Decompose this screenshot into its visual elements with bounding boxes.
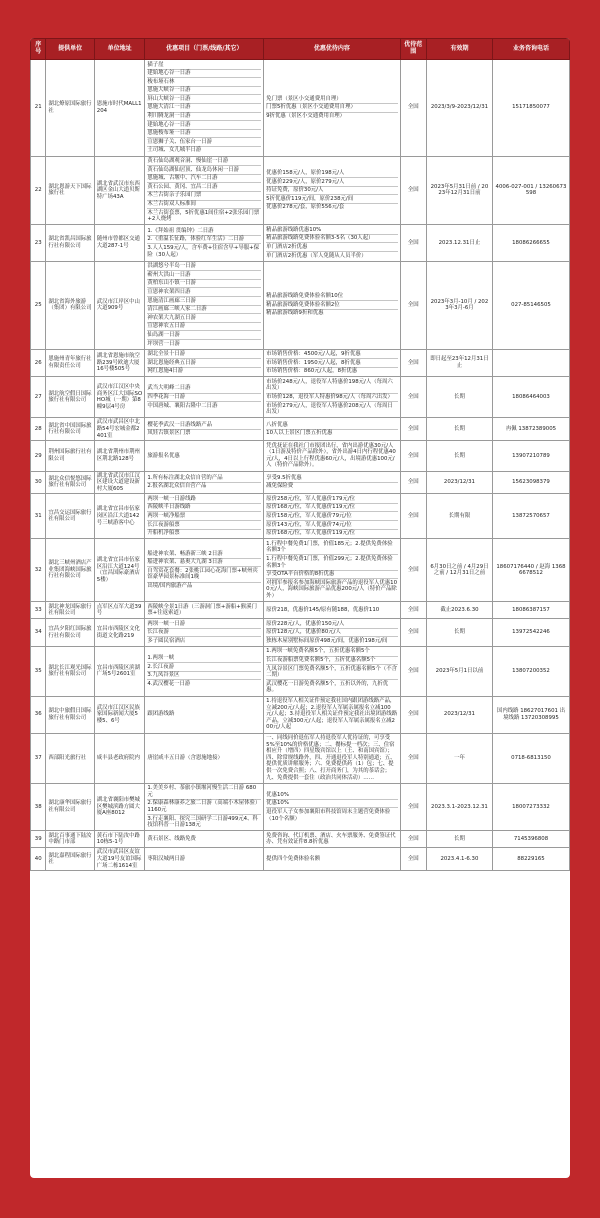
cell-no: 31 bbox=[31, 494, 46, 539]
cell-phone bbox=[492, 349, 569, 377]
item-line: 西陵峡全景1日游（三游洞门票+游船+猴溪门票+往返索道） bbox=[147, 603, 257, 617]
cell-validity: 长期 bbox=[426, 619, 492, 647]
cell-address: 湖北省武汉市江汉区建设大道建设新村大厦605 bbox=[94, 471, 145, 494]
cell-unit: 湖北长江观光国际旅行社有限公司 bbox=[46, 646, 94, 696]
cell-validity: 长期 bbox=[426, 418, 492, 441]
table-row bbox=[31, 783, 570, 831]
item-line: 升船机净船票 bbox=[147, 530, 180, 537]
offer-line: 精品旅游线路免费体验名额2位 bbox=[266, 301, 397, 310]
cell-scope: 全国 bbox=[400, 619, 426, 647]
item-line: 黄石公园、黄冈、宜昌二日游 bbox=[147, 183, 261, 192]
cell-scope: 全国 bbox=[400, 60, 426, 157]
header-unit: 提供单位 bbox=[46, 39, 94, 60]
item-line: 洪湖悠兮半岛一日游 bbox=[147, 263, 261, 272]
cell-offers bbox=[264, 349, 400, 377]
cell-scope: 全国 bbox=[400, 418, 426, 441]
offer-line: 持证免费，原价30元/人 bbox=[266, 187, 397, 196]
item-line: 船进神农架、畅游新三峡 2日游 bbox=[147, 550, 261, 559]
cell-no: 36 bbox=[31, 696, 46, 733]
cell-unit: 湖北燎原国际旅行社 bbox=[46, 60, 94, 157]
offer-line: 市场价279元/人，退役军人特惠价208元/人（每周日出发） bbox=[266, 402, 393, 416]
cell-scope: 全国 bbox=[400, 471, 426, 494]
item-line: 黄柏东山小镇一日游 bbox=[147, 280, 261, 289]
item-line: 黄石景区、线路免费 bbox=[147, 836, 196, 843]
cell-phone: 国内线路 18627017601 出境线路 13720308995 bbox=[492, 696, 569, 733]
item-line: 恩施梭布垭一日游 bbox=[147, 130, 261, 139]
cell-no: 22 bbox=[31, 156, 46, 225]
offer-line: 市场价128，退役军人特惠价98元/人（每周六出发） bbox=[266, 394, 397, 403]
item-line: 梭布垭石林 bbox=[147, 78, 261, 87]
cell-offers bbox=[264, 602, 400, 619]
cell-address: 武汉市江汉区民族家国际新闻大厦5楼5、6号 bbox=[94, 696, 145, 733]
cell-validity: 2023/12/31 bbox=[426, 471, 492, 494]
cell-unit: 宜昌交运国际旅行社有限公司 bbox=[46, 494, 94, 539]
cell-phone: 13807200352 bbox=[492, 646, 569, 696]
item-line: 恩施大峡谷一日游 bbox=[147, 87, 261, 96]
item-line: 湖北恩施经典五日游 bbox=[147, 359, 261, 368]
item-line: 1.两坝一峡 bbox=[147, 655, 261, 664]
item-line: 黄石仙岛湖观音洞、慢仙崖一日游 bbox=[147, 158, 261, 167]
item-line: 四季花海一日游 bbox=[147, 394, 261, 403]
cell-scope: 全国 bbox=[400, 696, 426, 733]
header-phone: 业务咨询电话 bbox=[492, 39, 569, 60]
offer-line: 对拥军参报名参加海峡国际旅游产品的退役军人优惠100元/人，海峡国际旅游产品优惠200元/人（特价产品除外） bbox=[266, 579, 398, 599]
cell-offers bbox=[264, 494, 400, 539]
cell-unit: 湖北百事通下陆汝中路门市部 bbox=[46, 831, 94, 848]
item-line: 枣阳汉城两日游 bbox=[147, 856, 186, 862]
item-line: 仙岛湖一日游 bbox=[147, 331, 261, 340]
item-line: 2.《重温长征路，体验红军生活》二日游 bbox=[147, 236, 261, 245]
cell-validity: 2023年5月1日以前 bbox=[426, 646, 492, 696]
item-line: 2.保康森林康养之旅二日游（高端小木屋体验）1160元 bbox=[147, 800, 261, 815]
cell-offers bbox=[264, 225, 400, 261]
item-line: 3.九凤谷景区 bbox=[147, 672, 261, 681]
policy-table-sheet bbox=[30, 38, 570, 1178]
cell-validity: 长期 bbox=[426, 831, 492, 848]
item-line: 神农架大九湖五日游 bbox=[147, 314, 261, 323]
cell-no: 33 bbox=[31, 602, 46, 619]
item-line: 恩施清江画廊三日游 bbox=[147, 297, 261, 306]
header-offers: 优惠优待内容 bbox=[264, 39, 400, 60]
offer-line: 门票5折优惠（景区小交通费用自理） bbox=[266, 104, 397, 113]
offer-line: 精品旅游线路免费体验名额10位 bbox=[266, 293, 397, 302]
table-row bbox=[31, 619, 570, 647]
cell-offers bbox=[264, 377, 400, 418]
item-line: 猫子崖 bbox=[147, 61, 261, 70]
offer-line: 免门票（景区小交通费用自理） bbox=[266, 95, 397, 104]
item-line: 武当大明峰二日游 bbox=[147, 385, 261, 394]
item-line: 中国唐城、襄阳古隆中二日游 bbox=[147, 402, 218, 409]
cell-scope: 全国 bbox=[400, 156, 426, 225]
table-row bbox=[31, 646, 570, 696]
item-line: 唐崖咸丰五日游（含恩施地接） bbox=[147, 754, 223, 761]
cell-validity: 即日起至23年12月31日止 bbox=[426, 349, 492, 377]
cell-phone: 13972542246 bbox=[492, 619, 569, 647]
item-line: 网红恩施4日游 bbox=[147, 368, 184, 375]
cell-no: 30 bbox=[31, 471, 46, 494]
cell-phone: 027-85146505 bbox=[492, 261, 569, 349]
cell-phone: 13907210789 bbox=[492, 441, 569, 471]
cell-address: 咸丰县老政府院内 bbox=[94, 733, 145, 783]
cell-no: 23 bbox=[31, 225, 46, 261]
offer-line: 9折优惠（景区小交通费用自理） bbox=[266, 113, 346, 120]
cell-scope: 全国 bbox=[400, 494, 426, 539]
cell-validity: 一年 bbox=[426, 733, 492, 783]
cell-no: 39 bbox=[31, 831, 46, 848]
cell-phone: 18086387157 bbox=[492, 602, 569, 619]
offers-table bbox=[30, 38, 570, 871]
offer-line: 享受OTA平台价格的8折优惠 bbox=[266, 571, 397, 580]
cell-items bbox=[145, 831, 264, 848]
item-line: 恩施城、古堰中、汽车二日游 bbox=[147, 175, 261, 184]
cell-scope: 全国 bbox=[400, 783, 426, 831]
item-line: 恩施大清江一日游 bbox=[147, 104, 261, 113]
cell-validity: 6月30日之前 / 4月29日之前 / 12月31日之前 bbox=[426, 539, 492, 602]
cell-address: 黄石市下陆汝中路10栋5-1号 bbox=[94, 831, 145, 848]
offer-line: 精品旅游线路免费体验名额3-5名（30人起） bbox=[266, 235, 397, 244]
offer-line: 5折优惠价119元/间，原价238元/间 bbox=[266, 195, 397, 204]
cell-unit: 湖北康华国际旅行社有限公司 bbox=[46, 783, 94, 831]
item-line: 1.美美乡村、茶旅小镇堰河慢生活二日游 680元 bbox=[147, 785, 261, 800]
cell-validity: 2023.3.1-2023.12.31 bbox=[426, 783, 492, 831]
cell-items bbox=[145, 539, 264, 602]
header-scope: 优待范围 bbox=[400, 39, 426, 60]
item-line: 宣恩神农五日游 bbox=[147, 323, 261, 332]
item-line: 凤娃古镇景区门票 bbox=[147, 430, 191, 437]
table-row bbox=[31, 539, 570, 602]
cell-address: 恩施市时代MALL1204 bbox=[94, 60, 145, 157]
table-row bbox=[31, 377, 570, 418]
offer-line: 免费咨询、代订机票、酒店、火车票服务、免费签证代办、凭有效证件8.8折优惠 bbox=[266, 832, 396, 846]
table-row bbox=[31, 696, 570, 733]
cell-offers bbox=[264, 831, 400, 848]
item-line: 出境/国内旅游产品 bbox=[147, 583, 193, 590]
item-line: 土司城、女儿城半日游 bbox=[147, 147, 202, 154]
cell-offers bbox=[264, 783, 400, 831]
cell-items bbox=[145, 619, 264, 647]
cell-unit: 西部阳光旅行社 bbox=[46, 733, 94, 783]
cell-phone: 88229165 bbox=[492, 848, 569, 871]
offer-line: 精品旅游线路优惠10% bbox=[266, 226, 397, 235]
cell-items bbox=[145, 602, 264, 619]
cell-no: 35 bbox=[31, 646, 46, 696]
item-line: 建始地心谷一日游 bbox=[147, 70, 261, 79]
item-line: 两坝一峡一日游线路 bbox=[147, 495, 261, 504]
offer-line: 原价228元/人，优惠价150元/人 bbox=[266, 620, 397, 629]
offer-line: 八折优惠 bbox=[266, 421, 397, 430]
cell-items bbox=[145, 60, 264, 157]
cell-scope: 全国 bbox=[400, 646, 426, 696]
cell-scope: 全国 bbox=[400, 831, 426, 848]
cell-validity: 长期 bbox=[426, 441, 492, 471]
table-row bbox=[31, 494, 570, 539]
cell-scope: 全国 bbox=[400, 441, 426, 471]
cell-offers bbox=[264, 60, 400, 157]
item-line: 木兰古街双人标准间 bbox=[147, 201, 261, 210]
cell-no: 38 bbox=[31, 783, 46, 831]
cell-validity: 2023/12/31 bbox=[426, 696, 492, 733]
cell-address: 宜昌市西陵区滨湖广场5号2601室 bbox=[94, 646, 145, 696]
cell-address: 随州市曾都区交通大道287-1号 bbox=[94, 225, 145, 261]
cell-offers bbox=[264, 696, 400, 733]
cell-no: 21 bbox=[31, 60, 46, 157]
cell-offers bbox=[264, 156, 400, 225]
cell-validity: 长期有限 bbox=[426, 494, 492, 539]
cell-validity: 2023/3/9-2023/12/31 bbox=[426, 60, 492, 157]
table-row bbox=[31, 471, 570, 494]
table-row bbox=[31, 418, 570, 441]
cell-items bbox=[145, 225, 264, 261]
item-line: 1.所有标注湖北众信自营的产品 bbox=[147, 474, 261, 483]
item-line: 4.武汉樱花一日游 bbox=[147, 680, 191, 687]
offer-line: 一、同线同价退伍军人持退役军人优待证的，可享受5%至10%的价格优惠；二、餐标提一档次；三、住宿相应升（增四）四星级宾馆以上（王、和南国宾馆）；四、除常规线路外，四、开通退役军人特别通道；五、提供优质讲解服务；六、免费提供药（1）包；七、提供一次免费合照；八、打开商务门，为其的茶话会；九、免费提供一套住（政治共同体活动）…… bbox=[266, 735, 396, 781]
table-row bbox=[31, 733, 570, 783]
item-line: 两坝一峡一日游 bbox=[147, 620, 261, 629]
cell-unit: 湖北众信悦悠国际旅行社有限公司 bbox=[46, 471, 94, 494]
cell-validity: 2023年5月31日前 / 2023年12月31日前 bbox=[426, 156, 492, 225]
cell-unit: 湖北航空假日国际旅行社有限公司 bbox=[46, 377, 94, 418]
item-line: 宣恩神农架四日游 bbox=[147, 288, 261, 297]
cell-offers bbox=[264, 733, 400, 783]
offer-line: 原价168元/位，军人优惠价119元/位 bbox=[266, 504, 397, 513]
cell-items bbox=[145, 441, 264, 471]
offer-line: 九凤谷景区门票免费名额5个，五折优惠名额5个（不含二期） bbox=[266, 665, 397, 680]
cell-unit: 湖北省中国国际旅行社有限公司 bbox=[46, 418, 94, 441]
cell-no: 27 bbox=[31, 377, 46, 418]
offer-line: 10人以上景区门票五折优惠 bbox=[266, 430, 333, 437]
item-line: 1.《拜始祖 贯编钟》二日游 bbox=[147, 227, 261, 236]
cell-items bbox=[145, 696, 264, 733]
offer-line: 凭优抚证在我社门市报团出行，省内出游优惠30元/人（1日游及特价产品除外），省外出游4日内行程优惠40元/人，4日以上行程优惠60元/人，出境游优惠100元/人（特价产品除外）。 bbox=[266, 442, 396, 469]
item-line: 湖北全景十日游 bbox=[147, 351, 261, 360]
offer-line: 优惠10% bbox=[266, 800, 397, 809]
cell-unit: 荆州国际旅行社有限公司 bbox=[46, 441, 94, 471]
cell-no: 29 bbox=[31, 441, 46, 471]
offer-line: 长江夜游船票免费名额5个，五折优惠名额5个 bbox=[266, 657, 397, 666]
cell-address: 湖北省襄阳市樊城区樊城滨路方圆大厦A座8012 bbox=[94, 783, 145, 831]
table-row bbox=[31, 261, 570, 349]
cell-phone: 18607176440 / 赵海 13686678512 bbox=[492, 539, 569, 602]
table-row bbox=[31, 602, 570, 619]
cell-items bbox=[145, 494, 264, 539]
cell-phone: 15171850077 bbox=[492, 60, 569, 157]
offer-line: 市场价248元/人，退役军人特惠价198元/人（每周六出发） bbox=[266, 378, 397, 393]
cell-unit: 湖北中旅假日国际旅行社有限公司 bbox=[46, 696, 94, 733]
cell-scope: 全国 bbox=[400, 539, 426, 602]
cell-no: 34 bbox=[31, 619, 46, 647]
item-line: 船进神农架、悬奥大九湖 3日游 bbox=[147, 559, 261, 568]
cell-scope: 全国 bbox=[400, 848, 426, 871]
cell-items bbox=[145, 156, 264, 225]
offer-line: 1.行程中餐免费1门票，价值299元；2.提供免费体验名额3个 bbox=[266, 555, 397, 570]
cell-scope: 全国 bbox=[400, 377, 426, 418]
cell-no: 37 bbox=[31, 733, 46, 783]
cell-unit: 湖北神龙国际旅行社有限公司 bbox=[46, 602, 94, 619]
cell-phone: 0718-6813150 bbox=[492, 733, 569, 783]
table-row bbox=[31, 156, 570, 225]
cell-offers bbox=[264, 471, 400, 494]
cell-phone: 18007273332 bbox=[492, 783, 569, 831]
cell-address: 湖北省荆州市荆州区荆北路128号 bbox=[94, 441, 145, 471]
cell-validity: 截止2023.6.30 bbox=[426, 602, 492, 619]
offer-line: 优惠价158元/人，原价198元/人 bbox=[266, 169, 397, 178]
cell-unit: 恩施州青年旅行社有限责任公司 bbox=[46, 349, 94, 377]
cell-validity: 2023年3月-10月 / 2023年3月-6月 bbox=[426, 261, 492, 349]
offer-line: 独栋木屋别墅标间原价498元/间，优惠价198元/间 bbox=[266, 637, 388, 644]
cell-address: 武汉市武昌区友谊大道19号友谊国际广场二栋1614室 bbox=[94, 848, 145, 871]
offer-line: 优惠价278元/套，原价556元/套 bbox=[266, 204, 345, 211]
cell-address: 点军区点军大道39号 bbox=[94, 602, 145, 619]
item-line: 多子圆民宿酒店 bbox=[147, 637, 186, 644]
cell-no: 40 bbox=[31, 848, 46, 871]
header-no: 序号 bbox=[31, 39, 46, 60]
offer-line: 原价128元/人，优惠价80元/人 bbox=[266, 629, 397, 638]
cell-unit: 湖北省凯昌国际旅行社有限公司 bbox=[46, 225, 94, 261]
offer-line: 原价168元/位，军人优惠价119元/位 bbox=[266, 530, 356, 537]
cell-items bbox=[145, 848, 264, 871]
table-row bbox=[31, 60, 570, 157]
offer-line: 退役军人子女参加襄阳市科技馆周末主题营免费体验（10个名额） bbox=[266, 808, 391, 822]
cell-address: 湖北省武汉市东西湖区金山大道贝斯特广场43A bbox=[94, 156, 145, 225]
cell-no: 26 bbox=[31, 349, 46, 377]
cell-no: 32 bbox=[31, 539, 46, 602]
item-line: 两坝一峡净船票 bbox=[147, 512, 261, 521]
item-line: 黄石仙岛湖仙居顶、仙龙岛休闲一日游 bbox=[147, 166, 261, 175]
item-line: 2.报名湖北众信自营产品 bbox=[147, 483, 207, 490]
offer-line: 市场销售价格：4500元/人起，9折优惠 bbox=[266, 351, 397, 360]
cell-address: 湖北省恩施市航空路239号欧迪大厦16号楼505号 bbox=[94, 349, 145, 377]
cell-phone: 冉佩 13872389005 bbox=[492, 418, 569, 441]
cell-scope: 全国 bbox=[400, 733, 426, 783]
cell-items bbox=[145, 418, 264, 441]
header-validity: 有效期 bbox=[426, 39, 492, 60]
offer-line: 1.行程中餐免费1门票，价值185元；2.提供免费体验名额3个 bbox=[266, 540, 397, 555]
cell-offers bbox=[264, 441, 400, 471]
cell-unit: 宜昌夕阳红国际旅行社有限公司 bbox=[46, 619, 94, 647]
cell-items bbox=[145, 471, 264, 494]
cell-offers bbox=[264, 261, 400, 349]
table-row bbox=[31, 441, 570, 471]
cell-unit: 湖北省海外旅游（集团）有限公司 bbox=[46, 261, 94, 349]
cell-scope: 全国 bbox=[400, 225, 426, 261]
cell-phone: 15623098379 bbox=[492, 471, 569, 494]
cell-phone: 18086266655 bbox=[492, 225, 569, 261]
cell-address: 武汉市江汉区中央商务区江大国际SOHO城（一期）第8幢9层4号房 bbox=[94, 377, 145, 418]
cell-validity: 2023.4.1-6.30 bbox=[426, 848, 492, 871]
offer-line: 提供四个免费体验名额 bbox=[266, 856, 321, 862]
cell-offers bbox=[264, 539, 400, 602]
table-row bbox=[31, 848, 570, 871]
table-row bbox=[31, 349, 570, 377]
offer-line: 1.持退役军人相关证件预定我社国内跟团游线路产品，立减200元/人起；2.退役军人军属亲属报名立减100元/人起；3.持退役军人相关证件预定我社出境团游线路产品，立减300元/人起；退役军人军属亲属报名立减200元/人起 bbox=[266, 698, 398, 731]
item-line: 木兰古街套票，5折优惠1间住宿+2张乐园门票+2人烧烤 bbox=[147, 209, 260, 223]
table-header-row bbox=[31, 39, 570, 60]
cell-phone: 7145396808 bbox=[492, 831, 569, 848]
cell-items bbox=[145, 733, 264, 783]
offer-line: 原价158元/位，军人优惠价79元/位 bbox=[266, 512, 397, 521]
cell-phone: 18086464003 bbox=[492, 377, 569, 418]
cell-offers bbox=[264, 619, 400, 647]
cell-unit: 湖北恩游天下国际旅行社 bbox=[46, 156, 94, 225]
cell-address: 湖北省宜昌市伍家岗区沿江大道142号三峡游客中心 bbox=[94, 494, 145, 539]
cell-offers bbox=[264, 848, 400, 871]
offer-line: 单门酒店2折优惠 bbox=[266, 243, 397, 252]
item-line: 旅游报名优惠 bbox=[147, 452, 180, 459]
cell-validity: 长期 bbox=[426, 377, 492, 418]
item-line: 利川腾龙洞一日游 bbox=[147, 113, 261, 122]
item-line: 长江夜游 bbox=[147, 629, 261, 638]
offer-line: 武汉樱花一日游免费名额5个，五折以外的，九折优惠。 bbox=[266, 680, 389, 694]
cell-offers bbox=[264, 418, 400, 441]
offer-line: 1.两坝一峡免费名额5个，五折优惠名额5个 bbox=[266, 648, 397, 657]
cell-address: 武汉市江岸区中山大道909号 bbox=[94, 261, 145, 349]
cell-items bbox=[145, 349, 264, 377]
item-line: 3.人人159元/人，含车费+住宿含早+导服+保险（30人起） bbox=[147, 244, 260, 258]
offer-line: 减免保险费 bbox=[266, 483, 294, 490]
cell-items bbox=[145, 261, 264, 349]
table-row bbox=[31, 225, 570, 261]
cell-offers bbox=[264, 646, 400, 696]
item-line: 建始地心谷一日游 bbox=[147, 121, 261, 130]
offer-line: 原价258元/位，军人优惠价179元/位 bbox=[266, 495, 397, 504]
offer-line: 精品旅游线路9折和优惠 bbox=[266, 310, 324, 317]
item-line: 跟团游线路 bbox=[147, 711, 175, 718]
cell-scope: 全国 bbox=[400, 261, 426, 349]
offer-line: 原价218，优惠价145/原有随188，优惠价110 bbox=[266, 606, 380, 613]
item-line: 长江夜游船票 bbox=[147, 521, 261, 530]
item-line: 2.长江夜游 bbox=[147, 663, 261, 672]
item-line: 坪坝营一日游 bbox=[147, 340, 180, 347]
cell-validity: 2023.12.31日止 bbox=[426, 225, 492, 261]
item-line: 自驾赏花套餐：2张桃江园心花海门票+峡州宾馆豪华园景标准间1晚 bbox=[147, 567, 261, 582]
cell-no: 28 bbox=[31, 418, 46, 441]
cell-items bbox=[145, 783, 264, 831]
item-line: 木兰古街亲子乐园门票 bbox=[147, 192, 261, 201]
cell-address: 武汉市武昌区中北路54号宏城金都2401室 bbox=[94, 418, 145, 441]
cell-address: 湖北省宜昌市伍家区沿江大道124号（宜昌国际豪酒店5楼） bbox=[94, 539, 145, 602]
item-line: 清江画廊三峡人家二日游 bbox=[147, 306, 261, 315]
cell-unit: 湖北嘉程国际旅行社 bbox=[46, 848, 94, 871]
offer-line: 优惠10% bbox=[266, 791, 397, 800]
cell-no: 25 bbox=[31, 261, 46, 349]
item-line: 樱花季武汉一日游线路产品 bbox=[147, 421, 261, 430]
cell-phone: 4006-027-001 / 13260673598 bbox=[492, 156, 569, 225]
item-line: 屏山大峡谷一日游 bbox=[147, 95, 261, 104]
offer-line: 优惠价229元/人，原价279元/人 bbox=[266, 178, 397, 187]
item-line: 宣恩狮子关、伍家台一日游 bbox=[147, 138, 261, 147]
cell-unit: 湖北三峡州酒店产业集团海峡国际旅行社有限公司 bbox=[46, 539, 94, 602]
item-line: 蕲州大洪山一日游 bbox=[147, 271, 261, 280]
offer-line: 市场销售价格：860元/人起，8折优惠 bbox=[266, 368, 358, 375]
table-row bbox=[31, 831, 570, 848]
offer-line: 原价143元/位，军人优惠价74元/位 bbox=[266, 521, 397, 530]
cell-scope: 全国 bbox=[400, 349, 426, 377]
offer-line: 单门酒店2折优惠（军人免随从人员半价） bbox=[266, 252, 367, 259]
offer-line: 享受9.5折优惠 bbox=[266, 474, 397, 483]
header-address: 单位地址 bbox=[94, 39, 145, 60]
cell-items bbox=[145, 646, 264, 696]
table-body bbox=[31, 60, 570, 871]
offer-line: 市场销售价格：1950元/人起，8折优惠 bbox=[266, 359, 397, 368]
cell-items bbox=[145, 377, 264, 418]
item-line: 西陵峡半日游线路 bbox=[147, 504, 261, 513]
cell-address: 宜昌市西陵区文化街道文化路219 bbox=[94, 619, 145, 647]
header-items: 优惠项目（门票/线路/其它） bbox=[145, 39, 264, 60]
item-line: 3.行走襄阳、探究三国研学二日游499元4、科技馆科普一日游138元 bbox=[147, 815, 258, 829]
cell-scope: 全国 bbox=[400, 602, 426, 619]
cell-phone: 13872570657 bbox=[492, 494, 569, 539]
